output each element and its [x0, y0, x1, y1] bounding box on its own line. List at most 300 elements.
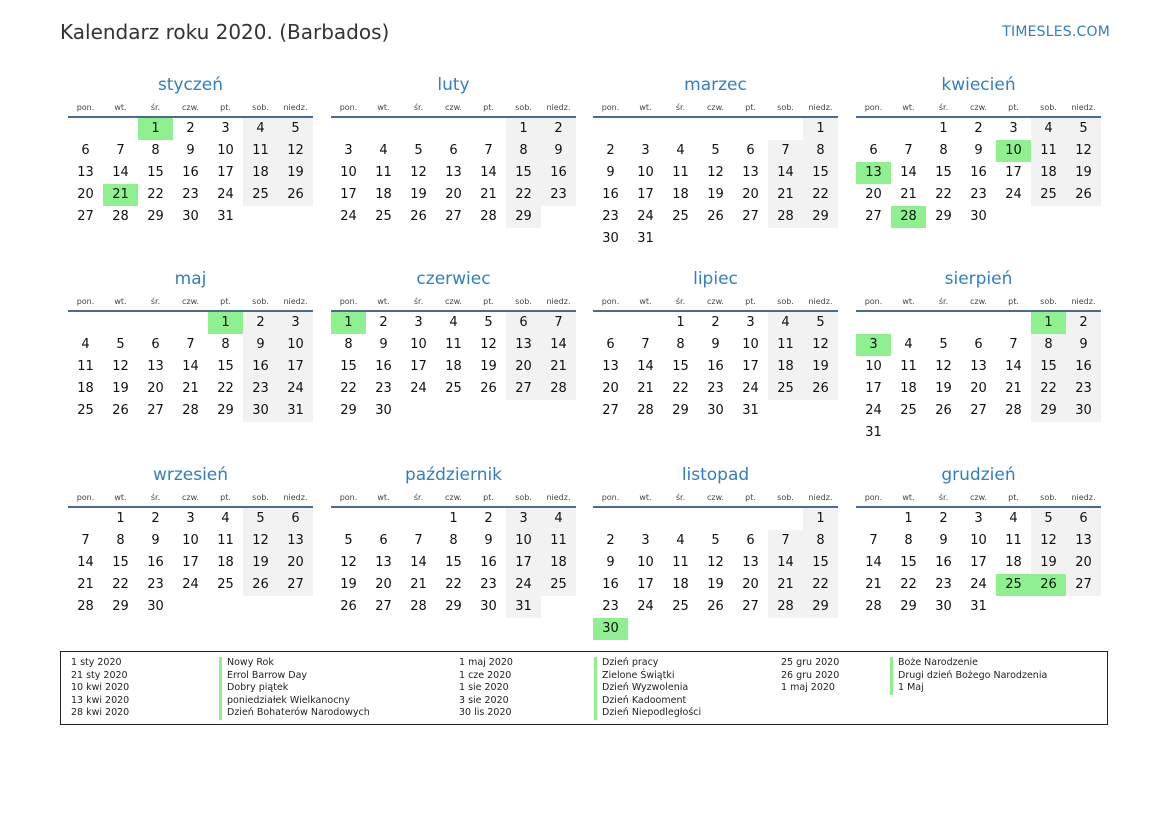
weekday-header: [331, 99, 576, 116]
holiday-day-cell: 1: [208, 312, 243, 334]
days-grid: [68, 508, 313, 618]
day-cell: 31: [637, 231, 654, 246]
day-cell: 4: [676, 143, 685, 158]
empty-cell: [698, 508, 733, 530]
day-cell: 10: [217, 143, 234, 158]
day-cell: 6: [746, 533, 755, 548]
weekday-header: [593, 99, 838, 116]
weekday-label: niedz.: [808, 493, 833, 502]
day-cell: 6: [606, 337, 615, 352]
empty-cell: [628, 118, 663, 140]
day-cell: 15: [112, 555, 129, 570]
day-cell: 18: [672, 577, 689, 592]
day-cell: 13: [375, 555, 392, 570]
day-cell: 27: [506, 378, 541, 400]
day-cell: 21: [865, 577, 882, 592]
day-cell: 10: [865, 359, 882, 374]
empty-cell: [68, 508, 103, 530]
empty-cell: [733, 118, 768, 140]
day-cell: 30: [970, 209, 987, 224]
day-cell: 25: [672, 209, 689, 224]
day-cell: 5: [711, 143, 720, 158]
empty-cell: [138, 312, 173, 334]
empty-cell: [926, 312, 961, 334]
day-cell: 9: [606, 165, 615, 180]
weekday-label: pon.: [601, 103, 620, 112]
day-cell: 22: [1031, 378, 1066, 400]
weekday-label: pt.: [1008, 103, 1019, 112]
day-cell: 2: [1066, 312, 1101, 334]
day-cell: 18: [217, 555, 234, 570]
weekday-label: pt.: [483, 103, 494, 112]
weekday-label: wt.: [377, 103, 390, 112]
day-cell: 14: [112, 165, 129, 180]
day-cell: 16: [707, 359, 724, 374]
day-cell: 10: [340, 165, 357, 180]
holiday-day-cell: 3: [856, 334, 891, 356]
day-cell: 1: [803, 118, 838, 140]
month-name: grudzień: [941, 465, 1016, 485]
day-cell: 3: [221, 121, 230, 136]
month-calendar: [331, 464, 576, 618]
empty-cell: [173, 312, 208, 334]
day-cell: 18: [1005, 555, 1022, 570]
day-cell: 1: [449, 511, 458, 526]
day-cell: 6: [81, 143, 90, 158]
day-cell: 5: [1066, 118, 1101, 140]
day-cell: 11: [77, 359, 94, 374]
day-cell: 11: [900, 359, 917, 374]
day-cell: 16: [375, 359, 392, 374]
day-cell: 7: [541, 312, 576, 334]
weekday-label: niedz.: [546, 493, 571, 502]
weekday-label: niedz.: [1071, 493, 1096, 502]
legend-names-col-3: [890, 657, 1047, 695]
weekday-header: [593, 293, 838, 310]
weekday-label: sob.: [252, 297, 269, 306]
day-cell: 5: [1031, 508, 1066, 530]
day-cell: 11: [768, 334, 803, 356]
day-cell: 5: [803, 312, 838, 334]
legend-date: 1 maj 2020: [781, 682, 835, 694]
day-cell: 23: [182, 187, 199, 202]
day-cell: 17: [742, 359, 759, 374]
empty-cell: [628, 312, 663, 334]
day-cell: 6: [1066, 508, 1101, 530]
empty-cell: [856, 118, 891, 140]
weekday-label: pon.: [601, 493, 620, 502]
month-name: czerwiec: [416, 269, 491, 289]
day-cell: 21: [768, 574, 803, 596]
legend-date: 30 lis 2020: [459, 707, 512, 719]
day-cell: 6: [151, 337, 160, 352]
legend-holiday-name: poniedziałek Wielkanocny: [227, 694, 351, 706]
day-cell: 4: [449, 315, 458, 330]
day-cell: 6: [746, 143, 755, 158]
month-calendar: [593, 464, 838, 640]
day-cell: 12: [1066, 140, 1101, 162]
day-cell: 15: [935, 165, 952, 180]
day-cell: 19: [803, 356, 838, 378]
day-cell: 26: [707, 209, 724, 224]
day-cell: 3: [1009, 121, 1018, 136]
day-cell: 11: [672, 165, 689, 180]
day-cell: 14: [77, 555, 94, 570]
day-cell: 11: [243, 140, 278, 162]
day-cell: 25: [541, 574, 576, 596]
month-calendar: [856, 268, 1101, 444]
day-cell: 20: [375, 577, 392, 592]
weekday-label: pon.: [339, 297, 358, 306]
day-cell: 6: [278, 508, 313, 530]
day-cell: 4: [1031, 118, 1066, 140]
empty-cell: [401, 508, 436, 530]
day-cell: 9: [606, 555, 615, 570]
weekday-label: śr.: [150, 297, 161, 306]
weekday-label: wt.: [902, 297, 915, 306]
legend-holiday-name: Errol Barrow Day: [227, 669, 308, 681]
day-cell: 8: [803, 530, 838, 552]
weekday-label: sob.: [777, 297, 794, 306]
day-cell: 14: [900, 165, 917, 180]
weekday-label: pon.: [339, 493, 358, 502]
weekday-label: pt.: [220, 493, 231, 502]
month-name: marzec: [684, 75, 747, 95]
day-cell: 22: [506, 184, 541, 206]
legend-date: 3 sie 2020: [459, 694, 509, 706]
day-cell: 5: [116, 337, 125, 352]
weekday-label: śr.: [150, 103, 161, 112]
day-cell: 3: [506, 508, 541, 530]
day-cell: 1: [116, 511, 125, 526]
day-cell: 19: [707, 187, 724, 202]
day-cell: 8: [1031, 334, 1066, 356]
day-cell: 17: [865, 381, 882, 396]
day-cell: 1: [676, 315, 685, 330]
day-cell: 14: [865, 555, 882, 570]
day-cell: 20: [865, 187, 882, 202]
day-cell: 23: [707, 381, 724, 396]
weekday-label: pon.: [864, 493, 883, 502]
weekday-header: [68, 99, 313, 116]
day-cell: 6: [974, 337, 983, 352]
empty-cell: [68, 312, 103, 334]
day-cell: 30: [182, 209, 199, 224]
legend-holiday-name: Dzień Wyzwolenia: [602, 682, 689, 694]
day-cell: 1: [803, 508, 838, 530]
weekday-label: pt.: [1008, 297, 1019, 306]
day-cell: 15: [803, 552, 838, 574]
month-calendar: [593, 74, 838, 250]
day-cell: 18: [1031, 162, 1066, 184]
empty-cell: [366, 508, 401, 530]
day-cell: 3: [974, 511, 983, 526]
legend-date: 10 kwi 2020: [71, 682, 130, 694]
weekday-label: pon.: [339, 103, 358, 112]
day-cell: 8: [904, 533, 913, 548]
day-cell: 12: [803, 334, 838, 356]
day-cell: 24: [742, 381, 759, 396]
day-cell: 18: [541, 552, 576, 574]
day-cell: 21: [768, 184, 803, 206]
day-cell: 18: [900, 381, 917, 396]
day-cell: 13: [1066, 530, 1101, 552]
day-cell: 27: [147, 403, 164, 418]
day-cell: 31: [970, 599, 987, 614]
weekday-label: pt.: [745, 103, 756, 112]
day-cell: 26: [935, 403, 952, 418]
month-name: kwiecień: [941, 75, 1016, 95]
day-cell: 3: [278, 312, 313, 334]
day-cell: 9: [974, 143, 983, 158]
day-cell: 13: [445, 165, 462, 180]
day-cell: 15: [445, 555, 462, 570]
day-cell: 16: [970, 165, 987, 180]
day-cell: 21: [541, 356, 576, 378]
weekday-header: [68, 489, 313, 506]
weekday-label: śr.: [413, 297, 424, 306]
weekday-label: pon.: [76, 103, 95, 112]
page-title: Kalendarz roku 2020. (Barbados): [60, 20, 390, 44]
holiday-day-cell: 21: [103, 184, 138, 206]
day-cell: 5: [344, 533, 353, 548]
day-cell: 26: [707, 599, 724, 614]
day-cell: 19: [1031, 552, 1066, 574]
empty-cell: [768, 118, 803, 140]
day-cell: 16: [935, 555, 952, 570]
day-cell: 11: [1031, 140, 1066, 162]
day-cell: 14: [768, 162, 803, 184]
weekday-label: wt.: [902, 103, 915, 112]
legend-date: 1 sie 2020: [459, 682, 509, 694]
weekday-label: sob.: [515, 493, 532, 502]
day-cell: 16: [243, 356, 278, 378]
day-cell: 24: [506, 574, 541, 596]
empty-cell: [663, 118, 698, 140]
day-cell: 3: [641, 533, 650, 548]
day-cell: 29: [112, 599, 129, 614]
day-cell: 23: [602, 599, 619, 614]
day-cell: 7: [904, 143, 913, 158]
empty-cell: [996, 312, 1031, 334]
weekday-header: [331, 489, 576, 506]
days-grid: [593, 312, 838, 422]
day-cell: 29: [803, 206, 838, 228]
day-cell: 9: [1066, 334, 1101, 356]
day-cell: 30: [480, 599, 497, 614]
day-cell: 24: [340, 209, 357, 224]
weekday-label: czw.: [707, 297, 724, 306]
day-cell: 15: [506, 162, 541, 184]
day-cell: 9: [939, 533, 948, 548]
legend-date: 21 sty 2020: [71, 669, 128, 681]
weekday-label: wt.: [639, 493, 652, 502]
day-cell: 25: [375, 209, 392, 224]
day-cell: 25: [217, 577, 234, 592]
day-cell: 28: [410, 599, 427, 614]
day-cell: 28: [768, 596, 803, 618]
days-grid: [331, 508, 576, 618]
day-cell: 13: [742, 555, 759, 570]
day-cell: 11: [541, 530, 576, 552]
day-cell: 18: [445, 359, 462, 374]
day-cell: 30: [243, 400, 278, 422]
month-name: luty: [437, 75, 470, 95]
days-grid: [593, 508, 838, 640]
weekday-label: śr.: [938, 297, 949, 306]
day-cell: 13: [506, 334, 541, 356]
day-cell: 10: [182, 533, 199, 548]
day-cell: 24: [1005, 187, 1022, 202]
site-link[interactable]: TIMESLES.COM: [1002, 24, 1110, 40]
legend-holiday-name: Zielone Świątki: [602, 669, 675, 681]
day-cell: 31: [742, 403, 759, 418]
weekday-header: [593, 489, 838, 506]
weekday-label: pon.: [601, 297, 620, 306]
empty-cell: [366, 118, 401, 140]
day-cell: 2: [484, 511, 493, 526]
legend-date: 26 gru 2020: [781, 669, 840, 681]
day-cell: 14: [1005, 359, 1022, 374]
day-cell: 14: [541, 334, 576, 356]
day-cell: 28: [182, 403, 199, 418]
day-cell: 4: [904, 337, 913, 352]
day-cell: 18: [375, 187, 392, 202]
day-cell: 7: [81, 533, 90, 548]
day-cell: 20: [742, 577, 759, 592]
month-calendar: [856, 74, 1101, 228]
day-cell: 17: [278, 356, 313, 378]
day-cell: 7: [641, 337, 650, 352]
day-cell: 21: [182, 381, 199, 396]
weekday-label: czw.: [445, 493, 462, 502]
day-cell: 12: [935, 359, 952, 374]
day-cell: 8: [939, 143, 948, 158]
day-cell: 26: [410, 209, 427, 224]
weekday-header: [856, 293, 1101, 310]
empty-cell: [891, 312, 926, 334]
day-cell: 5: [243, 508, 278, 530]
day-cell: 23: [970, 187, 987, 202]
empty-cell: [436, 118, 471, 140]
day-cell: 8: [803, 140, 838, 162]
day-cell: 4: [676, 533, 685, 548]
weekday-label: pt.: [1008, 493, 1019, 502]
day-cell: 17: [182, 555, 199, 570]
day-cell: 16: [480, 555, 497, 570]
day-cell: 18: [243, 162, 278, 184]
day-cell: 16: [602, 577, 619, 592]
weekday-label: sob.: [1040, 297, 1057, 306]
day-cell: 19: [340, 577, 357, 592]
month-name: maj: [174, 269, 207, 289]
day-cell: 20: [506, 356, 541, 378]
day-cell: 13: [970, 359, 987, 374]
day-cell: 8: [449, 533, 458, 548]
holiday-day-cell: 1: [331, 312, 366, 334]
weekday-label: niedz.: [546, 297, 571, 306]
day-cell: 29: [672, 403, 689, 418]
weekday-label: niedz.: [1071, 103, 1096, 112]
month-calendar: [68, 464, 313, 618]
weekday-label: śr.: [938, 493, 949, 502]
day-cell: 13: [147, 359, 164, 374]
weekday-label: czw.: [707, 493, 724, 502]
day-cell: 14: [182, 359, 199, 374]
weekday-label: wt.: [377, 493, 390, 502]
day-cell: 20: [1066, 552, 1101, 574]
weekday-label: czw.: [445, 103, 462, 112]
day-cell: 24: [970, 577, 987, 592]
weekday-label: śr.: [413, 493, 424, 502]
day-cell: 3: [344, 143, 353, 158]
day-cell: 11: [375, 165, 392, 180]
month-name: październik: [404, 465, 503, 485]
day-cell: 9: [151, 533, 160, 548]
day-cell: 25: [445, 381, 462, 396]
day-cell: 2: [606, 143, 615, 158]
legend-date: 1 maj 2020: [459, 657, 513, 668]
day-cell: 29: [803, 596, 838, 618]
day-cell: 1: [939, 121, 948, 136]
day-cell: 28: [112, 209, 129, 224]
holiday-day-cell: 25: [996, 574, 1031, 596]
day-cell: 28: [865, 599, 882, 614]
weekday-label: śr.: [675, 103, 686, 112]
day-cell: 7: [116, 143, 125, 158]
day-cell: 31: [865, 425, 882, 440]
day-cell: 1: [506, 118, 541, 140]
empty-cell: [593, 312, 628, 334]
day-cell: 17: [217, 165, 234, 180]
day-cell: 20: [77, 187, 94, 202]
weekday-label: niedz.: [283, 297, 308, 306]
legend-date: 13 kwi 2020: [71, 694, 130, 706]
weekday-label: niedz.: [808, 297, 833, 306]
day-cell: 7: [186, 337, 195, 352]
day-cell: 7: [1009, 337, 1018, 352]
weekday-header: [856, 99, 1101, 116]
holiday-day-cell: 1: [1031, 312, 1066, 334]
day-cell: 30: [1066, 400, 1101, 422]
day-cell: 21: [900, 187, 917, 202]
legend-holiday-name: 1 Maj: [898, 682, 924, 694]
day-cell: 26: [278, 184, 313, 206]
day-cell: 9: [484, 533, 493, 548]
weekday-label: śr.: [675, 493, 686, 502]
legend-holiday-name: Dzień Niepodległości: [602, 707, 702, 719]
weekday-label: śr.: [938, 103, 949, 112]
weekday-label: wt.: [114, 493, 127, 502]
month-name: wrzesień: [152, 465, 229, 485]
day-cell: 29: [445, 599, 462, 614]
weekday-label: niedz.: [808, 103, 833, 112]
legend-date: 25 gru 2020: [781, 657, 840, 668]
day-cell: 19: [112, 381, 129, 396]
day-cell: 17: [506, 552, 541, 574]
weekday-label: sob.: [252, 103, 269, 112]
day-cell: 27: [278, 574, 313, 596]
day-cell: 15: [672, 359, 689, 374]
day-cell: 24: [182, 577, 199, 592]
day-cell: 22: [112, 577, 129, 592]
day-cell: 25: [900, 403, 917, 418]
weekday-header: [331, 293, 576, 310]
day-cell: 29: [217, 403, 234, 418]
day-cell: 22: [900, 577, 917, 592]
empty-cell: [961, 312, 996, 334]
day-cell: 20: [602, 381, 619, 396]
